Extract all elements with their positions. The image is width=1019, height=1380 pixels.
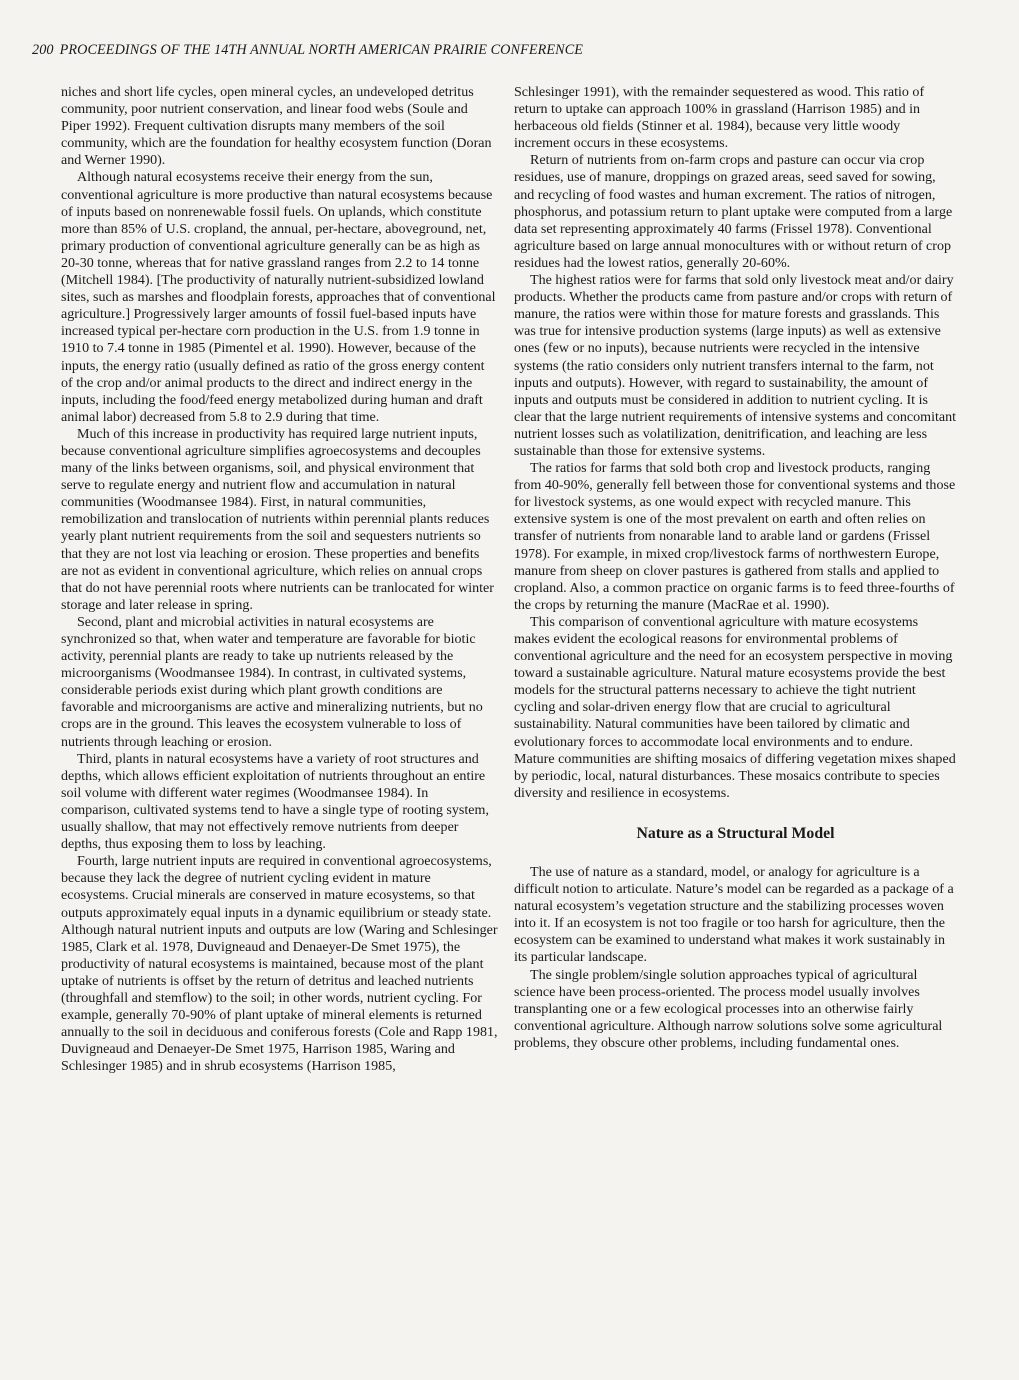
left-paragraph-5: Third, plants in natural ecosystems have a variety of root structures and depths, which allows efficient exploitation of nutrients throughout an entire soil volume with different water regimes (Woodmansee 1984). In comparison, cultivated systems tend to have a single type of rooting system, usually shallow, that may not effectively remove nutrients from deeper depths, thus exposing them to loss by leaching.	[61, 750, 489, 853]
section-heading: Nature as a Structural Model	[636, 824, 835, 842]
right-paragraph-7: The single problem/single solution approaches typical of agricultural science have been process-oriented. The process model usually involves transplanting one or a few ecological processes into an otherwise fairly conventional agriculture. Although narrow solutions solve some agricultural problems, they obscure other problems, including fundamental ones.	[514, 966, 943, 1051]
left-paragraph-2: Although natural ecosystems receive their energy from the sun, conventional agriculture is more productive than natural ecosystems because of inputs based on nonrenewable fossil fuels. On uplands, which constitute more than 85% of U.S. cropland, the annual, per-hectare, aboveground, net, primary production of conventional agriculture generally can be as high as 20-30 tonne, whereas that for native grassland ranges from 2.2 to 14 tonne (Mitchell 1984). [The productivity of naturally nutrient-subsidized lowland sites, such as marshes and floodplain forests, approaches that of conventional agriculture.] Progressively larger amounts of fossil fuel-based inputs have increased typical per-hectare corn production in the U.S. from 1.9 tonne in 1910 to 7.4 tonne in 1985 (Pimentel et al. 1990). However, because of the inputs, the energy ratio (usually defined as ratio of the gross energy content of the crop and/or animal products to the direct and indirect energy in the inputs, including the food/feed energy metabolized during human and draft animal labor) decreased from 5.8 to 2.9 during that time.	[61, 169, 496, 425]
right-paragraph-2: Return of nutrients from on-farm crops and pasture can occur via crop residues, use of manure, droppings on grazed areas, seed saved for sowing, and recycling of food wastes and human excrement. The ratios of nitrogen, phosphorus, and potassium return to plant uptake were computed from a large data set representing approximately 40 farms (Frissel 1978). Conventional agriculture based on large annual monocultures with or without return of crop residues had the lowest ratios, generally 20-60%.	[514, 152, 953, 271]
right-column	[514, 84, 957, 1052]
right-paragraph-4: The ratios for farms that sold both crop and livestock products, ranging from 40-90%, generally fell between those for conventional systems and those for livestock systems, as one would expect with recycled manure. This extensive system is one of the most prevalent on earth and often relies on transfer of nutrients from nonarable land to arable land or gardens (Frissel 1978). For example, in mixed crop/livestock farms of northwestern Europe, manure from sheep on clover pastures is gathered from stalls and applied to cropland. Also, a common practice on organic farms is to feed three-fourths of the crops by returning the manure (MacRae et al. 1990).	[514, 460, 956, 613]
left-paragraph-4: Second, plant and microbial activities in natural ecosystems are synchronized so that, when water and temperature are favorable for biotic activity, perennial plants are ready to take up nutrients released by the microorganisms (Woodmansee 1984). In contrast, in cultivated systems, considerable periods exist during which plant growth conditions are favorable and microorganisms are active and mineralizing nutrients, but no crops are in the ground. This leaves the ecosystem vulnerable to loss of nutrients through leaching or erosion.	[61, 613, 483, 750]
page-number: 200	[32, 42, 54, 58]
left-paragraph-3: Much of this increase in productivity has required large nutrient inputs, because conventional agriculture simplifies agroecosystems and decouples many of the links between organisms, soil, and physical environment that serve to regulate energy and nutrient flow and accumulation in natural communities (Woodmansee 1984). First, in natural communities, remobilization and translocation of nutrients within perennial plants reduces yearly plant nutrient requirements from the soil and sequesters nutrients so that they are not lost via leaching or erosion. These properties and benefits are not as evident in conventional agriculture, which relies on annual crops that do not have perennial roots where nutrients can be tranlocated for winter storage and later release in spring.	[61, 425, 494, 613]
left-paragraph-1: niches and short life cycles, open mineral cycles, an undeveloped detritus community, poor nutrient conservation, and linear food webs (Soule and Piper 1992). Frequent cultivation disrupts many members of the soil community, which are the foundation for healthy ecosystem function (Doran and Werner 1990).	[61, 84, 492, 169]
running-head	[32, 42, 583, 59]
left-paragraph-6: Fourth, large nutrient inputs are required in conventional agroecosystems, because they lack the degree of nutrient cycling evident in mature ecosystems. Crucial minerals are conserved in mature ecosystems, so that outputs approximately equal inputs in a dynamic equilibrium or steady state. Although natural nutrient inputs and outputs are low (Waring and Schlesinger 1985, Clark et al. 1978, Duvigneaud and Denaeyer-De Smet 1975), the productivity of natural ecosystems is maintained, because most of the plant uptake of nutrients is offset by the return of detritus and leached nutrients (throughfall and stemflow) to the soil; in other words, nutrient cycling. For example, generally 70-90% of plant uptake of mineral elements is returned annually to the soil in deciduous and coniferous forests (Cole and Rapp 1981, Duvigneaud and Denaeyer-De Smet 1975, Harrison 1985, Waring and Schlesinger 1985) and in shrub ecosystems (Harrison 1985,	[61, 853, 498, 1075]
right-paragraph-3: The highest ratios were for farms that sold only livestock meat and/or dairy products. Whether the products came from pasture and/or crops with return of manure, the ratios were within those for mature forests and grasslands. This was true for intensive production systems (large inputs) as well as extensive ones (few or no inputs), because nutrients were recycled in the intensive systems (the ratio considers only nutrient transfers internal to the farm, not inputs and outputs). However, with regard to sustainability, the amount of inputs and outputs must be considered in addition to nutrient cycling. It is clear that the large nutrient requirements of intensive systems and concomitant nutrient losses such as volatilization, denitrification, and leaching are less sustainable than those for extensive systems.	[514, 272, 957, 459]
left-column	[61, 84, 498, 1075]
right-paragraph-1: Schlesinger 1991), with the remainder sequestered as wood. This ratio of return to uptake can approach 100% in grassland (Harrison 1985) and in herbaceous old fields (Stinner et al. 1984), because very little woody increment occurs in these ecosystems.	[514, 84, 925, 152]
running-title: PROCEEDINGS OF THE 14TH ANNUAL NORTH AMERICAN PRAIRIE CONFERENCE	[59, 42, 584, 58]
right-paragraph-6: The use of nature as a standard, model, or analogy for agriculture is a difficult notion to articulate. Nature’s model can be regarded as a package of a natural ecosystem’s vegetation structure and the stabilizing processes woven into it. If an ecosystem is not too fragile or too harsh for agriculture, then the ecosystem can be examined to understand what makes it work sustainably in its particular landscape.	[514, 863, 954, 966]
right-paragraph-5: This comparison of conventional agriculture with mature ecosystems makes evident the ecological reasons for environmental problems of conventional agriculture and the need for an ecosystem perspective in moving toward a sustainable agriculture. Natural mature ecosystems provide the best models for the structural patterns necessary to achieve the tight nutrient cycling and solar-driven energy flow that are crucial to agricultural sustainability. Natural communities have been tailored by climatic and evolutionary forces to accommodate local environments and to endure. Mature communities are shifting mosaics of differing vegetation mixes shaped by periodic, local, natural disturbances. These mosaics contribute to species diversity and resilience in ecosystems.	[514, 613, 956, 801]
